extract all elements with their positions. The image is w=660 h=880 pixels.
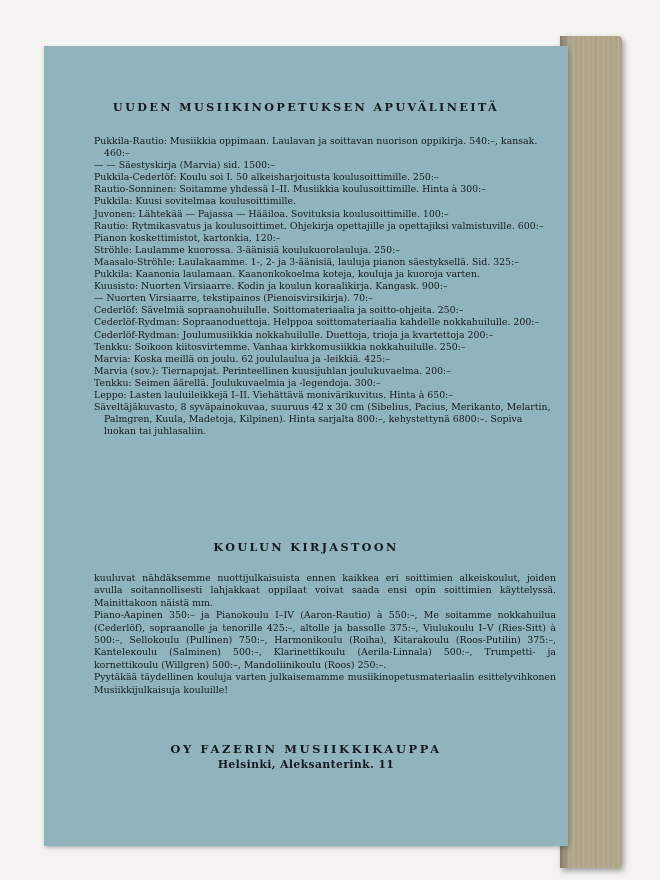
catalog-list (94, 136, 554, 438)
catalog-entry: — — Säestyskirja (Marvia) sid. 1500:– (94, 160, 275, 172)
catalog-entry: Juvonen: Lähtekää — Pajassa — Hääiloa. Sovituksia koulusoittimille. 100:– (94, 208, 449, 220)
catalog-entry: Säveltäjäkuvasto, 8 syväpainokuvaa, suuruus 42 x 30 cm (Sibelius, Pacius, Merikanto, Melartin, Palmgren, Kuula, Madetoja, Kilpinen). Hinta sarjalta 800:–, kehystettynä 6800:–. Sopiva luokan tai juhlasaliin. (94, 402, 551, 438)
catalog-entry: Pianon koskettimistot, kartonkia, 120:– (94, 232, 281, 244)
catalog-entry: Cederlöf-Rydman: Joulumusiikkia nokkahuilulle. Duettoja, trioja ja kvartettoja 200:– (94, 329, 494, 341)
library-list: Piano-Aapinen 350:– ja Pianokoulu I–IV (Aaron-Rautio) à 550:–, Me soitamme nokkahuilua (Cederlöf), sopraanolle ja tenorille 425:–, altolle ja bassolle 375:–, Viulukoulu I–V (Ries-Sitt) à 500:–, Sellokoulu (Pullinen) 750:–, Harmonikoulu (Roiha), Kitarakoulu (Roos-Putilin) 375:–, Kanteleкoulu (Salminen) 500:–, Klarinettikoulu (Aerila-Linnala) 500:–, Trumpetti- ja kornettikoulu (Willgren) 500:–, Mandoliinikoulu (Roos) 250:–. (94, 610, 556, 671)
catalog-entry: Maasalo-Ströhle: Laulakaamme. 1-, 2- ja 3-äänisiä, lauluja pianon säestyksellä. Sid. 325:– (94, 256, 519, 268)
library-heading: KOULUN KIRJASTOON (213, 540, 399, 554)
catalog-entry: Tenkku: Seimen äärellä. Joulukuvaelmia ja -legendoja. 300:– (94, 377, 381, 389)
catalog-entry: Pukkila: Kaanonia laulamaan. Kaanonkokoelma koteja, kouluja ja kuoroja varten. (94, 269, 480, 281)
book-spine (560, 36, 622, 868)
catalog-entry: Pukkila: Kuusi sovitelmaa koulusoittimille. (94, 196, 297, 208)
library-outro: Pyytäkää täydellinen kouluja varten julkaisemamme musiikinopetusmateriaalin esittelyvihkonen Musiikkijulkaisuja kouluille! (94, 672, 556, 696)
catalog-entry: Rautio-Sonninen: Soitamme yhdessä I–II. Musiikkia koulusoittimille. Hinta à 300:– (94, 184, 486, 196)
catalog-entry: Pukkila-Rautio: Musiikkia oppimaan. Laulavan ja soittavan nuorison oppikirja. 540:–, kansak. 460:– (94, 136, 538, 160)
catalog-entry: Pukkila-Cederlöf: Koulu soi I. 50 alkeisharjoitusta koulusoittimille. 250:– (94, 172, 439, 184)
library-section (94, 573, 556, 697)
catalog-entry: Kuusisto: Nuorten Virsiaarre. Kodin ja koulun koraalikirja. Kangask. 900:– (94, 281, 448, 293)
catalog-entry: Cederlöf-Rydman: Sopraanoduettoja. Helppoa soittomateriaalia kahdelle nokkahuilulle. 200:– (94, 317, 540, 329)
cover-heading: UUDEN MUSIIKINOPETUKSEN APUVÄLINEITÄ (112, 100, 500, 114)
library-intro: kuuluvat nähdäksemme nuottijulkaisuista ennen kaikkea eri soittimien alkeiskoulut, joiden avulla soitannollisesti lahjakkaat oppilaat voivat saada ensi opin soittimien käyttelyssä. Mainittakoon näistä mm. (94, 573, 556, 609)
catalog-entry: Tenkku: Soikoon kiitosvirtemme. Vanhaa kirkkomusiikkia nokkahuilulle. 250:– (94, 341, 466, 353)
catalog-entry: Marvia (sov.): Tiernapojat. Perinteellinen kuusijuhlan joulukuvaelma. 200:– (94, 365, 451, 377)
catalog-entry: Cederlöf: Sävelmiä sopraanohuilulle. Soittomateriaalia ja soitto-ohjeita. 250:– (94, 305, 464, 317)
publisher-name: OY FAZERIN MUSIIKKIKAUPPA (170, 742, 442, 756)
catalog-entry: Leppo: Lasten lauluileikkejä I–II. Viehättävä monivärikuvitus. Hinta à 650:– (94, 389, 454, 401)
catalog-entry: Ströhle: Laulamme kuorossa. 3-äänisiä koulukuorolauluja. 250:– (94, 244, 400, 256)
catalog-entry: Rautio: Rytmikasvatus ja koulusoittimet. Ohjekirja opettajille ja opettajiksi valmistuville. 600:– (94, 220, 544, 232)
catalog-entry: — Nuorten Virsiaarre, tekstipainos (Pienoisvirsikirja). 70:– (94, 293, 373, 305)
catalog-entry: Marvia: Koska meillä on joulu. 62 joululaulua ja -leikkiä. 425:– (94, 353, 391, 365)
publisher-address: Helsinki, Aleksanterink. 11 (217, 758, 395, 771)
book-back-cover (44, 46, 568, 846)
